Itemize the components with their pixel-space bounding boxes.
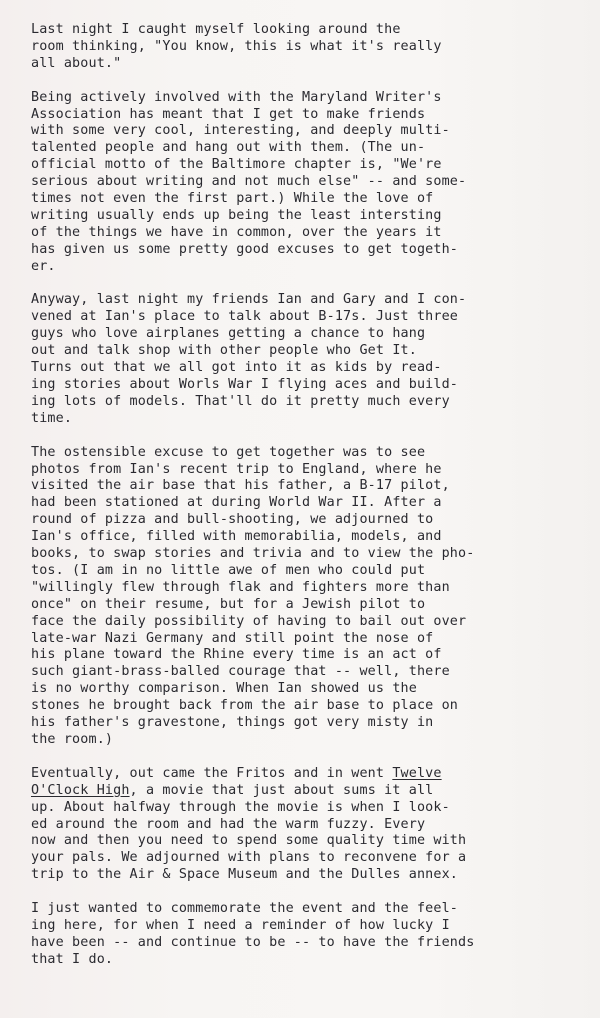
text-line: your pals. We adjourned with plans to reconvene for a: [31, 850, 467, 866]
text-line: visited the air base that his father, a B-17 pilot,: [31, 478, 450, 494]
text-line: of the things we have in common, over the years it: [31, 224, 442, 240]
text-line: ing here, for when I need a reminder of how lucky I: [31, 917, 450, 933]
text-line: "willingly flew through flak and fighters more than: [31, 579, 450, 595]
text-segment: Eventually, out came the Fritos and in went: [31, 765, 393, 781]
text-line: round of pizza and bull-shooting, we adjourned to: [31, 512, 434, 528]
text-line: that I do.: [31, 951, 114, 967]
text-line: Turns out that we all got into it as kids by read-: [31, 360, 442, 376]
text-line: is no worthy comparison. When Ian showed us the: [31, 681, 417, 697]
text-line: had been stationed at during World War II. After a: [31, 495, 442, 511]
text-line: Anyway, last night my friends Ian and Gary and I con-: [31, 292, 467, 308]
text-line: writing usually ends up being the least intersting: [31, 207, 442, 223]
text-segment: , a movie that just about sums it all: [129, 782, 434, 798]
text-line: has given us some pretty good excuses to get togeth-: [31, 241, 459, 257]
text-line: stones he brought back from the air base to place on: [31, 698, 459, 714]
text-line: er.: [31, 258, 56, 274]
text-line: tos. (I am in no little awe of men who could put: [31, 562, 426, 578]
text-line: his father's gravestone, things got very misty in: [31, 715, 434, 731]
paragraph-6: [31, 901, 576, 969]
text-line: now and then you need to spend some quality time with: [31, 833, 467, 849]
text-line: guys who love airplanes getting a chance to hang: [31, 326, 426, 342]
text-line: once" on their resume, but for a Jewish pilot to: [31, 596, 426, 612]
text-line: I just wanted to commemorate the event and the feel-: [31, 901, 459, 917]
text-line: face the daily possibility of having to bail out over: [31, 613, 467, 629]
text-line: vened at Ian's place to talk about B-17s. Just three: [31, 309, 459, 325]
text-line: trip to the Air & Space Museum and the Dulles annex.: [31, 867, 459, 883]
text-line: room thinking, "You know, this is what it's really: [31, 38, 442, 54]
movie-title-underlined: O'Clock High: [31, 782, 130, 798]
paragraph-4: [31, 445, 576, 749]
text-line: times not even the first part.) While the love of: [31, 191, 434, 207]
text-line: books, to swap stories and trivia and to view the pho-: [31, 546, 475, 562]
text-line: time.: [31, 410, 73, 426]
text-line: such giant-brass-balled courage that -- well, there: [31, 664, 450, 680]
text-line: Last night I caught myself looking around the: [31, 22, 401, 37]
paragraph-3: [31, 292, 576, 427]
text-line: up. About halfway through the movie is when I look-: [31, 799, 450, 815]
text-line: ing stories about Worls War I flying aces and build-: [31, 377, 459, 392]
text-line: have been -- and continue to be -- to have the friends: [31, 934, 475, 950]
text-line: Being actively involved with the Maryland Writer's: [31, 89, 442, 105]
text-line: Ian's office, filled with memorabilia, models, and: [31, 529, 442, 545]
text-line: all about.": [31, 55, 122, 71]
text-line: ing lots of models. That'll do it pretty much every: [31, 393, 450, 409]
text-line: The ostensible excuse to get together was to see: [31, 444, 426, 460]
text-line: ed around the room and had the warm fuzzy. Every: [31, 816, 426, 832]
paragraph-5: [31, 766, 576, 884]
text-line: official motto of the Baltimore chapter is, "We're: [31, 157, 442, 173]
text-line: out and talk shop with other people who Get It.: [31, 343, 417, 359]
paragraph-1: [31, 22, 576, 73]
text-line: [31, 766, 576, 783]
movie-title-underlined: Twelve: [392, 765, 442, 781]
text-line: the room.): [31, 732, 114, 748]
text-line: [31, 783, 576, 800]
text-line: his plane toward the Rhine every time is an act of: [31, 647, 442, 663]
paragraph-2: [31, 90, 576, 276]
text-line: talented people and hang out with them. (The un-: [31, 140, 426, 156]
text-line: serious about writing and not much else" -- and some-: [31, 174, 467, 190]
typewritten-text: [31, 22, 576, 986]
text-line: late-war Nazi Germany and still point the nose of: [31, 630, 434, 646]
text-line: photos from Ian's recent trip to England, where he: [31, 461, 442, 477]
text-line: with some very cool, interesting, and deeply multi-: [31, 123, 450, 139]
text-line: Association has meant that I get to make friends: [31, 106, 426, 122]
